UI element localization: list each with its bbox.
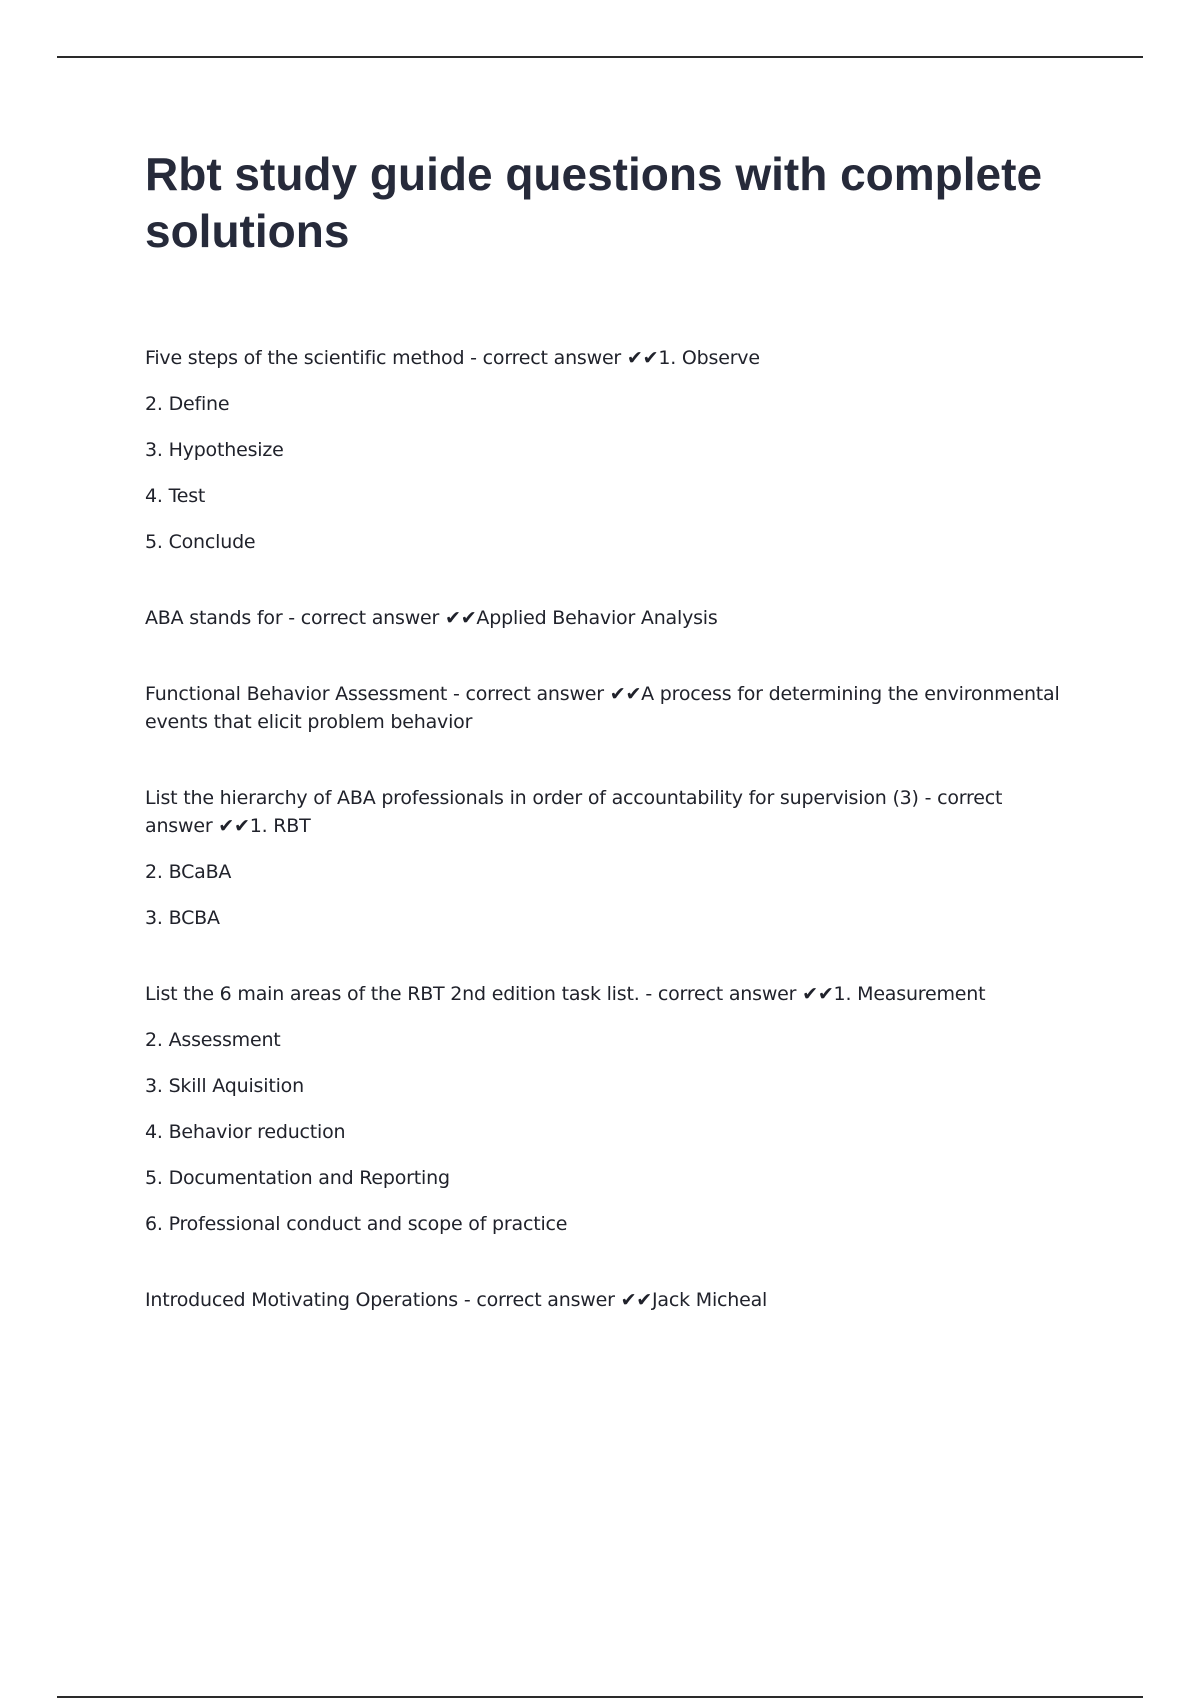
qa-line: List the 6 main areas of the RBT 2nd edition task list. - correct answer ✔✔1. Measurement	[145, 983, 986, 1005]
qa-line: 3. Skill Aquisition	[145, 1075, 304, 1097]
document-title: Rbt study guide questions with complete solutions	[145, 148, 1043, 257]
qa-line: 2. BCaBA	[145, 861, 232, 883]
qa-line: 3. BCBA	[145, 907, 220, 929]
qa-line: Introduced Motivating Operations - correct answer ✔✔Jack Micheal	[145, 1289, 768, 1311]
qa-item	[145, 784, 1065, 932]
qa-line: Functional Behavior Assessment - correct answer ✔✔A process for determining the environmental events that elicit problem behavior	[145, 683, 1060, 733]
qa-item	[145, 604, 1065, 632]
qa-item	[145, 680, 1065, 736]
qa-line: 4. Test	[145, 485, 206, 507]
qa-line: 6. Professional conduct and scope of practice	[145, 1213, 568, 1235]
qa-line: Five steps of the scientific method - correct answer ✔✔1. Observe	[145, 347, 760, 369]
qa-line: 4. Behavior reduction	[145, 1121, 346, 1143]
qa-item	[145, 344, 1065, 556]
qa-line: 3. Hypothesize	[145, 439, 284, 461]
qa-line: List the hierarchy of ABA professionals in order of accountability for supervision (3) - correct answer ✔✔1. RBT	[145, 787, 1003, 837]
qa-item	[145, 980, 1065, 1238]
qa-line: 2. Define	[145, 393, 230, 415]
qa-line: 2. Assessment	[145, 1029, 281, 1051]
bottom-rule	[57, 1696, 1143, 1698]
qa-line: 5. Documentation and Reporting	[145, 1167, 450, 1189]
qa-item	[145, 1286, 1065, 1314]
qa-content	[145, 344, 1065, 1362]
qa-line: ABA stands for - correct answer ✔✔Applied Behavior Analysis	[145, 607, 718, 629]
qa-line: 5. Conclude	[145, 531, 256, 553]
top-rule	[57, 56, 1143, 58]
